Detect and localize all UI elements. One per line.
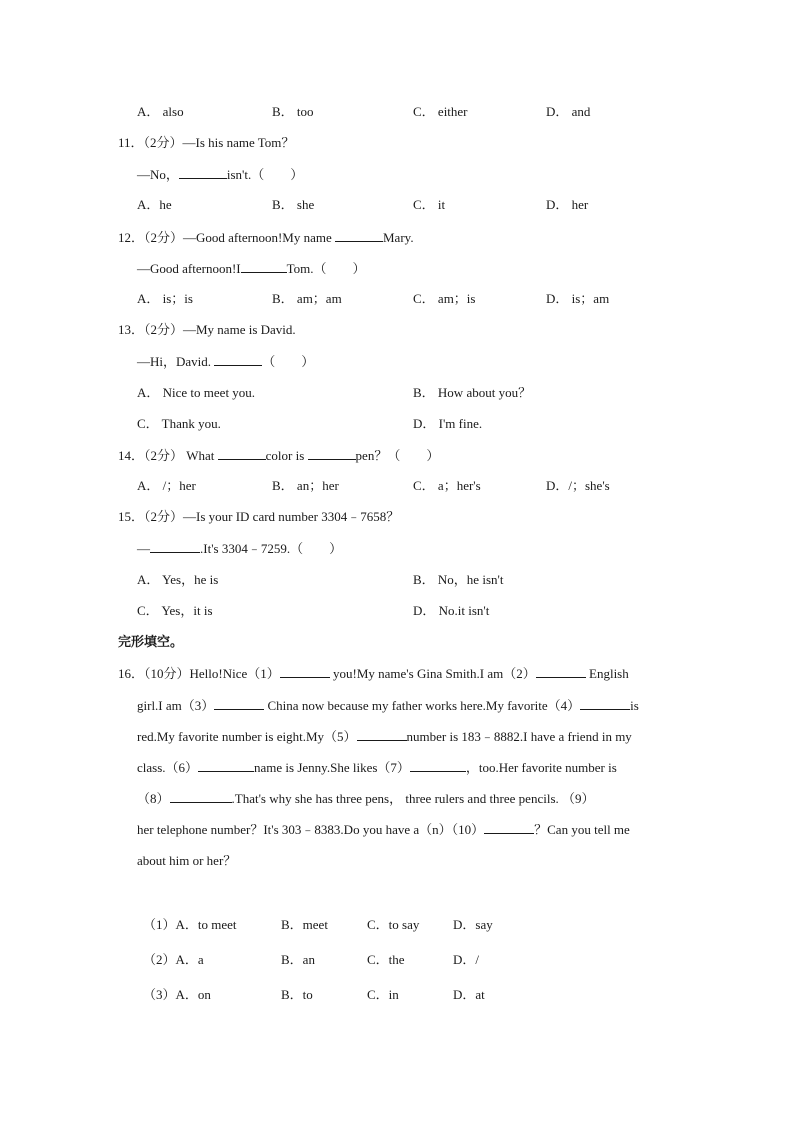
q16-blank-10 <box>484 820 534 834</box>
q12-line2-post: Tom.（ ） <box>286 261 366 276</box>
q13-option-b: B． How about you？ <box>413 385 532 400</box>
q16-blank-4 <box>580 696 630 710</box>
q11-line2-post: isn't.（ ） <box>226 167 304 182</box>
q12-line2-pre: —Good afternoon!I <box>137 261 241 276</box>
q13-blank <box>214 352 262 366</box>
q16-l1-c: English <box>585 666 629 681</box>
q15-option-c: C． Yes，it is <box>137 603 213 618</box>
q16-l2-a: girl.I am（3） <box>137 698 215 713</box>
q10-option-a: A． also <box>137 104 184 119</box>
q16-l5-a: （8） <box>137 791 170 806</box>
q14-option-d: D．/；she's <box>546 478 610 493</box>
q14-blank-2 <box>308 446 356 460</box>
q12-line2 <box>137 259 366 278</box>
q11-blank <box>179 165 227 179</box>
q16-blank-8 <box>170 789 232 803</box>
q16-l6-b: ？Can you tell me <box>534 822 630 837</box>
q12-blank-1 <box>335 228 383 242</box>
q10-option-d: D． and <box>546 104 591 119</box>
q15-line2-post: .It's 3304﹣7259.（ ） <box>200 541 343 556</box>
cloze-3-option-d: D．at <box>453 987 485 1002</box>
q16-line-3 <box>137 727 632 746</box>
q12-option-b: B． am；am <box>272 291 342 306</box>
q13-option-a: A． Nice to meet you. <box>137 385 256 400</box>
q15-option-b: B． No，he isn't <box>413 572 504 587</box>
q12-stem <box>118 228 414 247</box>
q16-line-4 <box>137 758 617 777</box>
q11-line2-pre: —No， <box>137 167 179 182</box>
cloze-1-option-b: B．meet <box>281 917 328 932</box>
cloze-3-option-c: C．in <box>367 987 399 1002</box>
cloze-1-option-d: D．say <box>453 917 493 932</box>
q16-l3-b: number is 183﹣8882.I have a friend in my <box>406 729 632 744</box>
q16-line-1 <box>118 664 629 683</box>
q16-blank-5 <box>357 727 407 741</box>
q16-l4-a: class.（6） <box>137 760 199 775</box>
q16-blank-1 <box>280 664 330 678</box>
q16-line-6 <box>137 820 630 839</box>
q12-option-d: D． is；am <box>546 291 610 306</box>
q15-option-a: A． Yes，he is <box>137 572 219 587</box>
q14-blank-1 <box>218 446 266 460</box>
q13-line2 <box>137 352 314 371</box>
q16-l4-c: ，too.Her favorite number is <box>465 760 617 775</box>
q13-option-c: C． Thank you. <box>137 416 221 431</box>
q12-blank-2 <box>241 259 287 273</box>
q10-option-c: C． either <box>413 104 468 119</box>
q11-option-b: B． she <box>272 197 315 212</box>
q13-option-d: D． I'm fine. <box>413 416 483 431</box>
cloze-3-option-a: （3）A．on <box>143 987 211 1002</box>
q14-option-c: C． a；her's <box>413 478 481 493</box>
q13-line2-post: （ ） <box>262 354 315 369</box>
q16-l2-b: China now because my father works here.My favorite（4） <box>264 698 581 713</box>
q16-l2-c: is <box>630 698 639 713</box>
cloze-3-option-b: B．to <box>281 987 313 1002</box>
q15-blank <box>150 539 200 553</box>
q14-option-a: A． /；her <box>137 478 196 493</box>
q13-line2-pre: —Hi，David. <box>137 354 215 369</box>
section-title: 完形填空。 <box>118 634 184 649</box>
cloze-1-option-c: C．to say <box>367 917 420 932</box>
q16-line-5 <box>137 789 595 808</box>
q13-stem: 13．（2分）—My name is David. <box>118 322 296 337</box>
q16-l3-a: red.My favorite number is eight.My（5） <box>137 729 357 744</box>
q15-stem: 15．（2分）—Is your ID card number 3304﹣7658？ <box>118 509 400 524</box>
cloze-2-option-d: D．/ <box>453 952 480 967</box>
q12-option-a: A． is；is <box>137 291 193 306</box>
q16-blank-3 <box>214 696 264 710</box>
q16-blank-6 <box>198 758 254 772</box>
q11-line2 <box>137 165 303 184</box>
q16-l1-a: 16．（10分）Hello!Nice（1） <box>118 666 280 681</box>
q16-l5-b: .That's why she has three pens， three rulers and three pencils. （9） <box>231 791 595 806</box>
q16-l1-b: you!My name's Gina Smith.I am（2） <box>329 666 536 681</box>
q11-option-a: A．he <box>137 197 172 212</box>
q15-option-d: D． No.it isn't <box>413 603 490 618</box>
q14-stem-pre: 14．（2分） What <box>118 448 218 463</box>
cloze-2-option-c: C．the <box>367 952 405 967</box>
q14-option-b: B． an；her <box>272 478 339 493</box>
cloze-1-option-a: （1）A．to meet <box>143 917 237 932</box>
cloze-2-option-b: B．an <box>281 952 315 967</box>
q16-l6-a: her telephone number？It's 303﹣8383.Do you have a（n）（10） <box>137 822 485 837</box>
q15-line2 <box>137 539 342 558</box>
q14-stem-post: pen？（ ） <box>355 448 440 463</box>
q14-stem-mid: color is <box>265 448 308 463</box>
q14-stem <box>118 446 439 465</box>
q16-blank-2 <box>536 664 586 678</box>
q12-stem-post: Mary. <box>383 230 414 245</box>
q11-option-c: C． it <box>413 197 446 212</box>
q10-option-b: B． too <box>272 104 314 119</box>
q11-option-d: D． her <box>546 197 589 212</box>
q16-line-2 <box>137 696 639 715</box>
q11-stem: 11．（2分）—Is his name Tom？ <box>118 135 295 150</box>
q16-blank-7 <box>410 758 466 772</box>
q15-line2-pre: — <box>137 541 150 556</box>
q12-stem-pre: 12．（2分）—Good afternoon!My name <box>118 230 335 245</box>
q12-option-c: C． am；is <box>413 291 476 306</box>
q16-line-7: about him or her？ <box>137 853 237 868</box>
cloze-2-option-a: （2）A．a <box>143 952 204 967</box>
q16-l4-b: name is Jenny.She likes（7） <box>254 760 410 775</box>
